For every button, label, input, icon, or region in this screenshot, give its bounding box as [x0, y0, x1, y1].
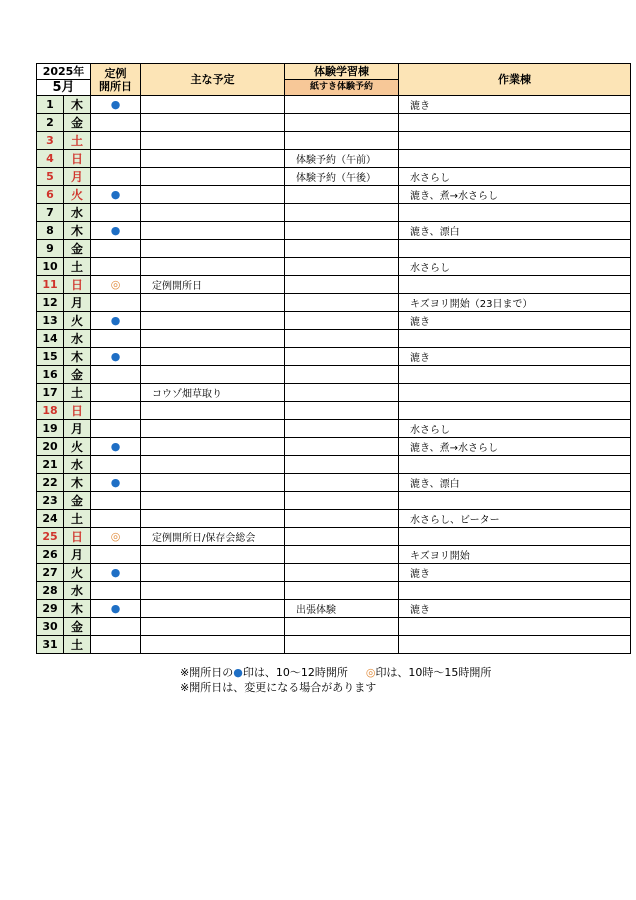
experience-cell [285, 132, 399, 150]
work-cell: 水さらし [399, 420, 631, 438]
blue-dot-icon: ● [91, 348, 141, 366]
schedule-cell [141, 348, 285, 366]
day-number: 20 [37, 438, 64, 456]
experience-cell [285, 294, 399, 312]
day-number: 15 [37, 348, 64, 366]
schedule-cell [141, 438, 285, 456]
weekday: 水 [64, 204, 91, 222]
table-row [37, 348, 631, 366]
day-number: 16 [37, 366, 64, 384]
blue-dot-icon: ● [91, 222, 141, 240]
day-number: 28 [37, 582, 64, 600]
open-day-cell [91, 420, 141, 438]
open-day-cell [91, 366, 141, 384]
experience-cell [285, 420, 399, 438]
open-day-cell [91, 636, 141, 654]
table-row [37, 384, 631, 402]
experience-cell [285, 438, 399, 456]
year-label: 2025年 [37, 64, 91, 80]
blue-dot-icon: ● [91, 600, 141, 618]
experience-cell [285, 366, 399, 384]
schedule-cell [141, 132, 285, 150]
table-row [37, 312, 631, 330]
weekday: 土 [64, 510, 91, 528]
schedule-cell [141, 312, 285, 330]
blue-dot-icon: ● [91, 564, 141, 582]
day-number: 8 [37, 222, 64, 240]
work-cell: 漉き [399, 600, 631, 618]
schedule-cell [141, 240, 285, 258]
experience-cell [285, 96, 399, 114]
experience-cell [285, 204, 399, 222]
open-day-cell [91, 168, 141, 186]
schedule-header: 主な予定 [141, 64, 285, 96]
work-cell [399, 618, 631, 636]
table-row [37, 510, 631, 528]
table-row [37, 528, 631, 546]
experience-cell: 体験予約（午後） [285, 168, 399, 186]
schedule-cell [141, 330, 285, 348]
day-number: 29 [37, 600, 64, 618]
open-day-header [91, 64, 141, 96]
work-cell [399, 528, 631, 546]
schedule-cell [141, 510, 285, 528]
weekday: 月 [64, 546, 91, 564]
table-row [37, 600, 631, 618]
schedule-cell [141, 474, 285, 492]
day-number: 18 [37, 402, 64, 420]
open-day-cell [91, 204, 141, 222]
schedule-cell: 定例開所日/保存会総会 [141, 528, 285, 546]
schedule-cell [141, 402, 285, 420]
table-row [37, 402, 631, 420]
work-cell: 水さらし、ビーター [399, 510, 631, 528]
calendar-body [37, 64, 631, 654]
weekday: 水 [64, 330, 91, 348]
experience-cell [285, 618, 399, 636]
blue-dot-icon: ● [91, 186, 141, 204]
weekday: 水 [64, 456, 91, 474]
open-day-cell [91, 240, 141, 258]
work-cell [399, 636, 631, 654]
schedule-cell [141, 150, 285, 168]
open-day-cell [91, 258, 141, 276]
day-number: 24 [37, 510, 64, 528]
schedule-cell [141, 456, 285, 474]
table-row [37, 546, 631, 564]
open-day-header-line2: 開所日 [99, 79, 132, 93]
weekday: 月 [64, 294, 91, 312]
experience-cell: 体験予約（午前） [285, 150, 399, 168]
weekday: 金 [64, 114, 91, 132]
day-number: 9 [37, 240, 64, 258]
experience-cell [285, 510, 399, 528]
open-day-cell [91, 132, 141, 150]
schedule-cell [141, 204, 285, 222]
schedule-cell [141, 366, 285, 384]
experience-cell [285, 330, 399, 348]
schedule-cell [141, 114, 285, 132]
day-number: 19 [37, 420, 64, 438]
schedule-cell [141, 96, 285, 114]
day-number: 6 [37, 186, 64, 204]
table-row [37, 240, 631, 258]
weekday: 火 [64, 564, 91, 582]
work-header: 作業棟 [399, 64, 631, 96]
day-number: 17 [37, 384, 64, 402]
open-day-cell [91, 150, 141, 168]
weekday: 水 [64, 582, 91, 600]
work-cell: 漉き [399, 564, 631, 582]
work-cell: 水さらし [399, 168, 631, 186]
schedule-cell [141, 636, 285, 654]
double-circle-icon: ◎ [91, 276, 141, 294]
experience-cell [285, 456, 399, 474]
day-number: 2 [37, 114, 64, 132]
table-row [37, 582, 631, 600]
open-day-cell [91, 492, 141, 510]
weekday: 木 [64, 600, 91, 618]
note-text: ※開所日の [180, 666, 234, 679]
weekday: 火 [64, 312, 91, 330]
open-day-cell [91, 294, 141, 312]
schedule-cell [141, 258, 285, 276]
weekday: 土 [64, 384, 91, 402]
work-cell: 漉き [399, 348, 631, 366]
note-line-2: ※開所日は、変更になる場合があります [180, 681, 377, 694]
schedule-cell [141, 618, 285, 636]
table-row [37, 114, 631, 132]
experience-cell [285, 222, 399, 240]
day-number: 11 [37, 276, 64, 294]
day-number: 27 [37, 564, 64, 582]
weekday: 日 [64, 528, 91, 546]
table-row [37, 150, 631, 168]
work-cell [399, 402, 631, 420]
schedule-cell [141, 600, 285, 618]
table-row [37, 636, 631, 654]
open-day-cell [91, 114, 141, 132]
weekday: 木 [64, 474, 91, 492]
work-cell: 水さらし [399, 258, 631, 276]
double-circle-icon: ◎ [91, 528, 141, 546]
open-day-cell [91, 402, 141, 420]
experience-cell [285, 402, 399, 420]
table-row [37, 366, 631, 384]
blue-dot-icon: ● [233, 666, 243, 679]
work-cell [399, 240, 631, 258]
day-number: 25 [37, 528, 64, 546]
experience-cell [285, 240, 399, 258]
day-number: 26 [37, 546, 64, 564]
open-day-cell [91, 618, 141, 636]
work-cell [399, 276, 631, 294]
weekday: 金 [64, 366, 91, 384]
work-cell [399, 114, 631, 132]
work-cell: 漉き、漂白 [399, 222, 631, 240]
work-cell [399, 150, 631, 168]
weekday: 金 [64, 240, 91, 258]
open-day-cell [91, 456, 141, 474]
table-row [37, 618, 631, 636]
experience-cell [285, 528, 399, 546]
calendar-table [36, 63, 631, 654]
day-number: 31 [37, 636, 64, 654]
experience-cell [285, 492, 399, 510]
weekday: 木 [64, 222, 91, 240]
day-number: 3 [37, 132, 64, 150]
open-day-cell [91, 582, 141, 600]
weekday: 木 [64, 348, 91, 366]
work-cell: 漉き [399, 96, 631, 114]
work-cell: 漉き [399, 312, 631, 330]
work-cell [399, 384, 631, 402]
experience-cell [285, 348, 399, 366]
work-cell [399, 204, 631, 222]
table-row [37, 222, 631, 240]
blue-dot-icon: ● [91, 312, 141, 330]
experience-sub-header: 紙すき体験予約 [285, 80, 399, 96]
experience-cell [285, 546, 399, 564]
table-row [37, 564, 631, 582]
weekday: 日 [64, 402, 91, 420]
open-day-cell [91, 330, 141, 348]
weekday: 日 [64, 150, 91, 168]
weekday: 月 [64, 168, 91, 186]
schedule-cell [141, 294, 285, 312]
experience-cell [285, 564, 399, 582]
weekday: 火 [64, 186, 91, 204]
work-cell [399, 330, 631, 348]
day-number: 13 [37, 312, 64, 330]
weekday: 金 [64, 618, 91, 636]
schedule-cell [141, 186, 285, 204]
schedule-cell: コウゾ畑草取り [141, 384, 285, 402]
experience-cell [285, 258, 399, 276]
day-number: 5 [37, 168, 64, 186]
experience-cell [285, 474, 399, 492]
table-row [37, 492, 631, 510]
day-number: 10 [37, 258, 64, 276]
experience-header: 体験学習棟 [285, 64, 399, 80]
schedule-cell [141, 222, 285, 240]
table-row [37, 456, 631, 474]
weekday: 土 [64, 636, 91, 654]
table-row [37, 294, 631, 312]
day-number: 21 [37, 456, 64, 474]
weekday: 金 [64, 492, 91, 510]
table-row [37, 258, 631, 276]
day-number: 22 [37, 474, 64, 492]
day-number: 30 [37, 618, 64, 636]
schedule-cell [141, 420, 285, 438]
schedule-cell [141, 564, 285, 582]
work-cell: 漉き、煮→水さらし [399, 186, 631, 204]
weekday: 土 [64, 132, 91, 150]
blue-dot-icon: ● [91, 96, 141, 114]
experience-cell: 出張体験 [285, 600, 399, 618]
experience-cell [285, 384, 399, 402]
table-row [37, 474, 631, 492]
day-number: 12 [37, 294, 64, 312]
table-row [37, 420, 631, 438]
weekday: 木 [64, 96, 91, 114]
schedule-cell [141, 492, 285, 510]
weekday: 月 [64, 420, 91, 438]
notes [180, 665, 491, 695]
blue-dot-icon: ● [91, 438, 141, 456]
table-row [37, 438, 631, 456]
day-number: 1 [37, 96, 64, 114]
note-line-1 [180, 665, 491, 680]
schedule-cell [141, 168, 285, 186]
experience-cell [285, 582, 399, 600]
table-row [37, 330, 631, 348]
note-text: 印は、10～12時開所 [242, 666, 348, 679]
open-day-cell [91, 384, 141, 402]
table-row [37, 132, 631, 150]
experience-cell [285, 186, 399, 204]
experience-cell [285, 636, 399, 654]
work-cell: 漉き、漂白 [399, 474, 631, 492]
day-number: 7 [37, 204, 64, 222]
month-label: 5月 [37, 80, 91, 96]
weekday: 火 [64, 438, 91, 456]
table-row [37, 204, 631, 222]
work-cell: 漉き、煮→水さらし [399, 438, 631, 456]
table-row [37, 168, 631, 186]
day-number: 14 [37, 330, 64, 348]
work-cell [399, 582, 631, 600]
experience-cell [285, 312, 399, 330]
experience-cell [285, 276, 399, 294]
work-cell [399, 492, 631, 510]
day-number: 23 [37, 492, 64, 510]
work-cell: キズヨリ開始（23日まで） [399, 294, 631, 312]
table-row [37, 276, 631, 294]
work-cell [399, 132, 631, 150]
header-row-1 [37, 64, 631, 80]
experience-cell [285, 114, 399, 132]
schedule-cell [141, 546, 285, 564]
schedule-cell: 定例開所日 [141, 276, 285, 294]
schedule-cell [141, 582, 285, 600]
weekday: 土 [64, 258, 91, 276]
blue-dot-icon: ● [91, 474, 141, 492]
table-row [37, 186, 631, 204]
note-text: 印は、10時～15時開所 [375, 666, 492, 679]
work-cell: キズヨリ開始 [399, 546, 631, 564]
weekday: 日 [64, 276, 91, 294]
double-circle-icon: ◎ [365, 666, 376, 679]
work-cell [399, 366, 631, 384]
open-day-cell [91, 510, 141, 528]
open-day-header-line1: 定例 [104, 66, 127, 80]
day-number: 4 [37, 150, 64, 168]
work-cell [399, 456, 631, 474]
open-day-cell [91, 546, 141, 564]
table-row [37, 96, 631, 114]
